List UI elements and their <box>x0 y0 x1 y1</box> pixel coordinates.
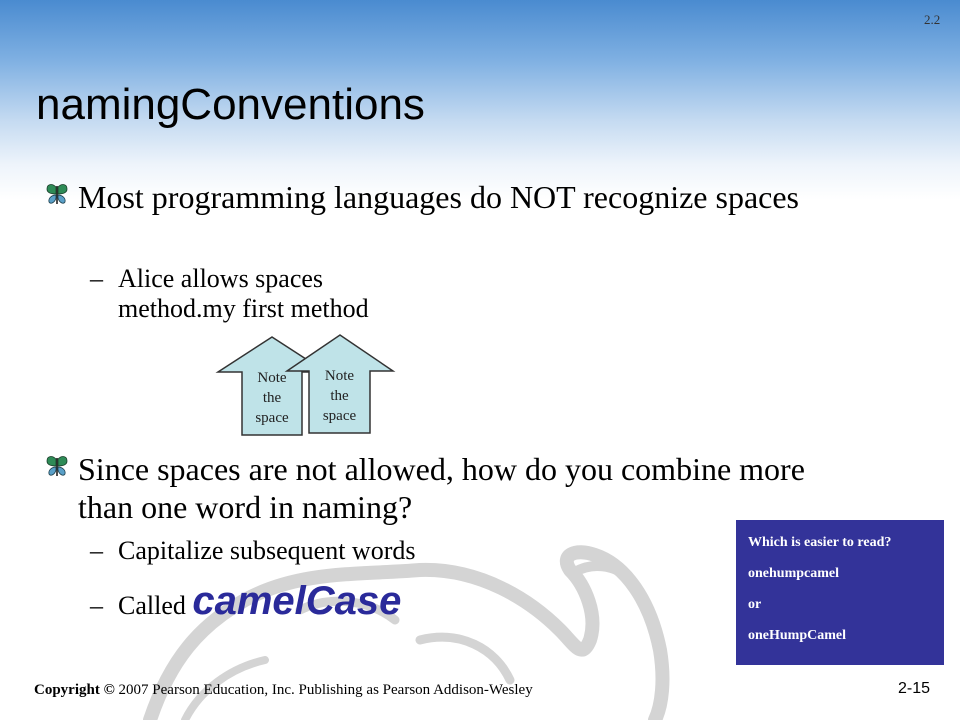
callout-line: space <box>255 410 289 426</box>
callout-line: space <box>322 408 357 424</box>
readability-infobox <box>736 520 944 665</box>
dash: – <box>90 591 103 620</box>
infobox-line: oneHumpCamel <box>748 628 846 643</box>
callout-line: the <box>330 388 349 404</box>
page-number: 2-15 <box>898 680 931 697</box>
dash: – <box>90 264 103 293</box>
copyright-text: 2007 Pearson Education, Inc. Publishing as Pearson Addison-Wesley <box>114 682 533 698</box>
camelcase-emphasis: camelCase <box>192 579 402 623</box>
note-the-space-callout <box>309 366 370 426</box>
section-number: 2.2 <box>924 12 941 27</box>
infobox-line: Which is easier to read? <box>748 535 892 550</box>
sub-bullet-text: Capitalize subsequent words <box>118 536 416 565</box>
callout-line: Note <box>257 370 287 386</box>
slide-title: namingConventions <box>36 80 425 129</box>
note-the-space-callout <box>242 368 302 428</box>
copyright-label: Copyright © <box>34 682 115 698</box>
sub-bullet-capitalize <box>90 536 416 566</box>
sub-bullet-text: Called <box>118 591 193 620</box>
butterfly-bullet-icon <box>46 182 68 206</box>
bullet-no-spaces: Most programming languages do NOT recognize spaces <box>78 179 799 215</box>
callout-line: the <box>262 390 282 406</box>
copyright-footer <box>34 682 533 699</box>
infobox-line: or <box>748 597 762 612</box>
sub-bullet-line: method.my first method <box>118 294 369 323</box>
callout-line: Note <box>324 368 355 384</box>
bullet-combine-words: Since spaces are not allowed, how do you combine more than one word in naming? <box>78 451 805 525</box>
butterfly-bullet-icon <box>46 454 68 478</box>
sub-bullet-line: Alice allows spaces <box>118 264 324 293</box>
infobox-line: onehumpcamel <box>748 566 839 581</box>
dash: – <box>90 536 103 565</box>
sub-bullet-called-camelcase <box>90 579 402 623</box>
sub-bullet-alice-spaces <box>90 264 369 324</box>
